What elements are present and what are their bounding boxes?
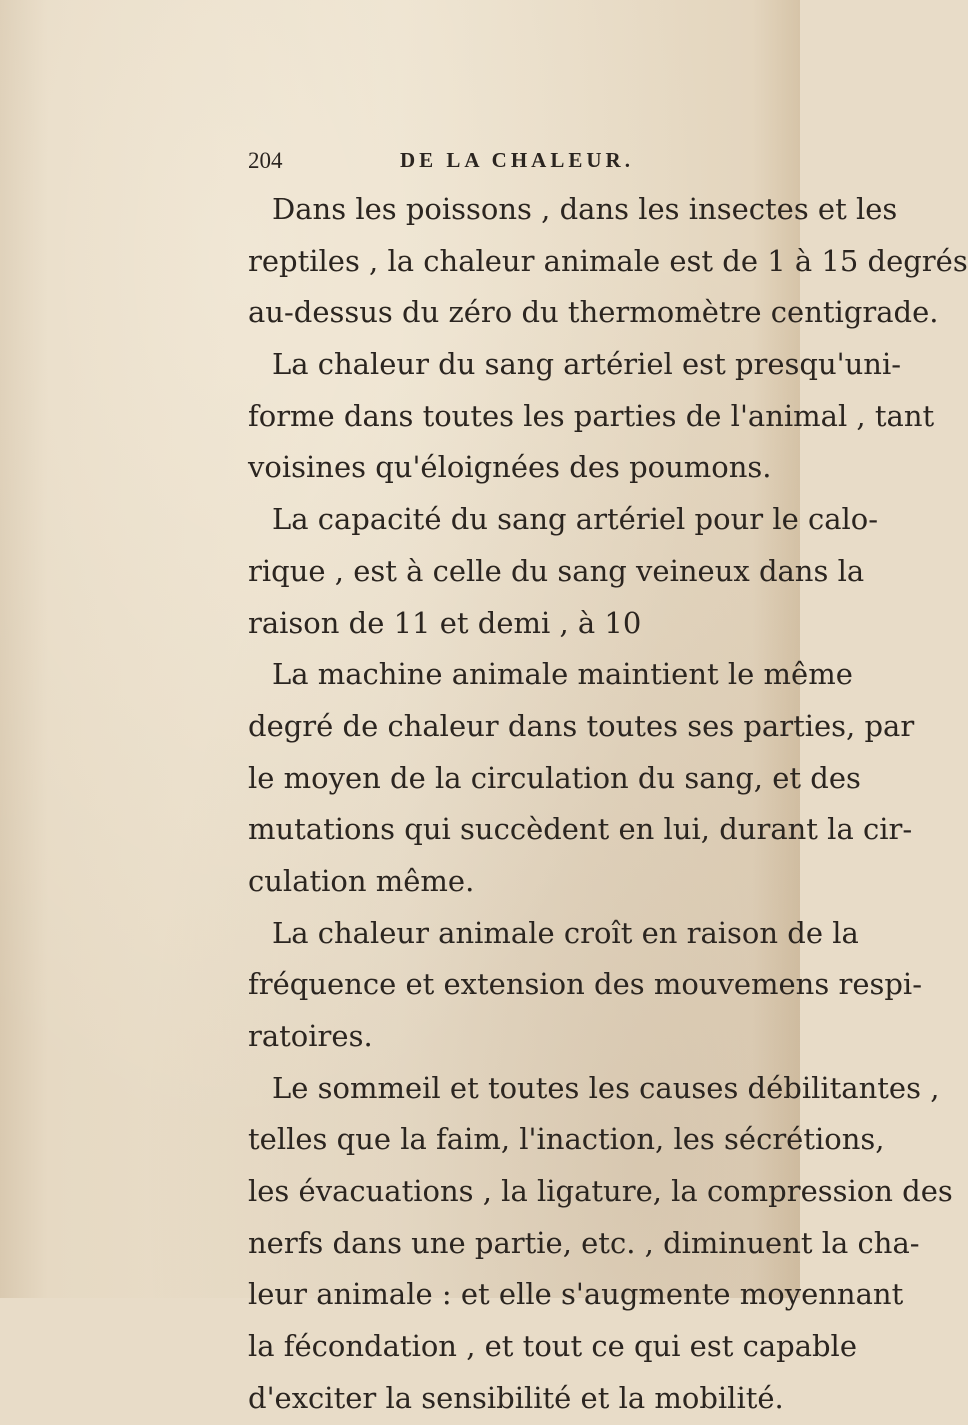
text-line: La capacité du sang artériel pour le calo-	[272, 502, 879, 537]
text-line: reptiles , la chaleur animale est de 1 à 15 degrés	[248, 243, 968, 278]
text-line: la fécondation , et tout ce qui est capable	[248, 1329, 857, 1364]
text-line: au-dessus du zéro du thermomètre centigrade.	[248, 295, 939, 330]
text-line: La chaleur animale croît en raison de la	[272, 915, 859, 950]
text-line: le moyen de la circulation du sang, et des	[248, 760, 861, 795]
text-line: culation même.	[248, 863, 475, 898]
text-line: rique , est à celle du sang veineux dans la	[248, 553, 865, 588]
text-line: ratoires.	[248, 1019, 373, 1053]
page-number: 204	[248, 148, 283, 173]
text-line: voisines qu'éloignées des poumons.	[248, 450, 772, 485]
body-text	[248, 184, 968, 1425]
running-title: DE LA CHALEUR.	[400, 148, 634, 172]
text-line: Le sommeil et toutes les causes débilitantes ,	[272, 1070, 940, 1105]
text-line: fréquence et extension des mouvemens respi-	[248, 967, 923, 1002]
text-line: forme dans toutes les parties de l'animal , tant	[248, 398, 935, 433]
text-line: telles que la faim, l'inaction, les sécrétions,	[248, 1122, 885, 1157]
text-line: La machine animale maintient le même	[272, 657, 853, 692]
text-line: leur animale : et elle s'augmente moyennant	[248, 1277, 904, 1312]
text-line: d'exciter la sensibilité et la mobilité.	[248, 1380, 784, 1415]
running-head	[248, 148, 768, 178]
text-line: degré de chaleur dans toutes ses parties, par	[248, 708, 915, 743]
text-line: La chaleur du sang artériel est presqu'uni-	[272, 347, 902, 382]
text-line: les évacuations , la ligature, la compression des	[248, 1174, 953, 1209]
text-line: raison de 11 et demi , à 10	[248, 605, 642, 640]
text-line: mutations qui succèdent en lui, durant la cir-	[248, 812, 913, 847]
text-line: nerfs dans une partie, etc. , diminuent la cha-	[248, 1225, 920, 1260]
text-line: Dans les poissons , dans les insectes et les	[272, 192, 898, 226]
